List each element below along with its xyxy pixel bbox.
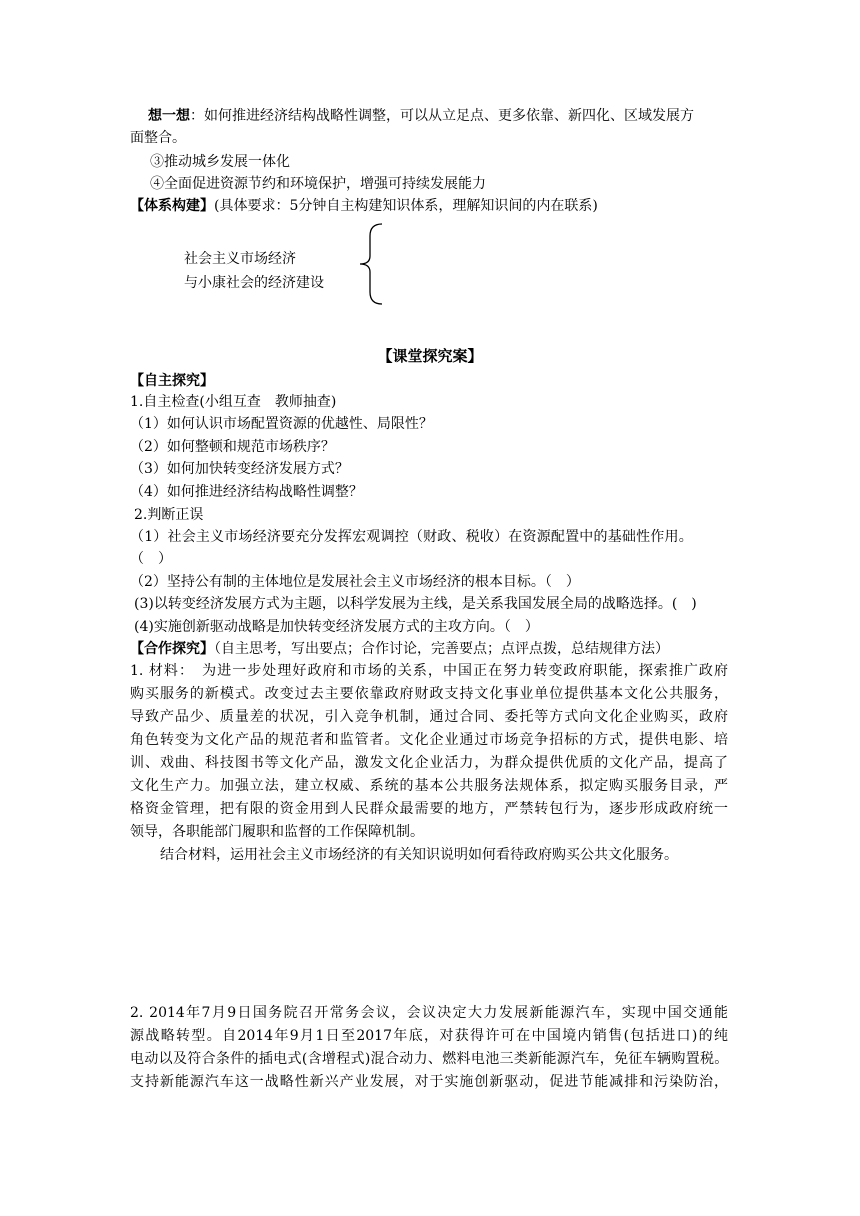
system-box-line-1: 社会主义市场经济 bbox=[184, 251, 296, 267]
coop-note: （自主思考，写出要点；合作讨论，完善要点；点评点拨，总结规律方法） bbox=[214, 641, 669, 657]
system-requirement: (具体要求：5分钟自主构建知识体系，理解知识间的内在联系) bbox=[214, 198, 598, 214]
item-4: ④全面促进资源节约和环境保护，增强可持续发展能力 bbox=[150, 176, 486, 192]
think-line-2: 面整合。 bbox=[130, 130, 186, 146]
material-1-line: 文化生产力。加强立法，建立权威、系统的基本公共服务法规体系，拟定购买服务目录，严 bbox=[130, 778, 728, 794]
think-text: ：如何推进经济结构战略性调整，可以从立足点、更多依靠、新四化、区域发展方 bbox=[190, 108, 694, 124]
system-label: 【体系构建】 bbox=[130, 198, 214, 214]
think-line-1 bbox=[148, 106, 694, 126]
judge-title: 2.判断正误 bbox=[134, 507, 204, 523]
material-2-line: 源战略转型。自2014年9月1日至2017年底，对获得许可在中国境内销售(包括进口)的纯 bbox=[130, 1028, 728, 1044]
material-1-line: 导致产品少、质量差的状况，引入竞争机制，通过合同、委托等方式向文化企业购买，政府 bbox=[130, 709, 728, 725]
class-title: 【课堂探究案】 bbox=[377, 347, 483, 365]
judge-1-blank: （ ） bbox=[130, 551, 172, 567]
system-box-line-2: 与小康社会的经济建设 bbox=[184, 275, 324, 291]
think-label: 想一想 bbox=[148, 108, 190, 124]
judge-4: (4)实施创新驱动战略是加快转变经济发展方式的主攻方向。（ ） bbox=[134, 619, 539, 635]
material-1-line: 角色转变为文化产品的规范者和监管者。文化企业通过市场竞争招标的方式，提供电影、培 bbox=[130, 732, 728, 748]
self-check-title: 1.自主检查(小组互查 教师抽查) bbox=[130, 394, 337, 410]
coop-heading: 【合作探究】 bbox=[130, 641, 214, 657]
material-1-line: 购买服务的新模式。改变过去主要依靠政府财政支持文化事业单位提供基本文化公共服务， bbox=[130, 686, 728, 702]
left-brace-icon bbox=[356, 222, 386, 306]
question-4: （4）如何推进经济结构战略性调整？ bbox=[130, 484, 363, 500]
coop-line bbox=[130, 639, 669, 659]
item-3: ③推动城乡发展一体化 bbox=[150, 154, 290, 170]
judge-3: (3)以转变经济发展方式为主题，以科学发展为主线，是关系我国发展全局的战略选择。( ) bbox=[134, 596, 697, 612]
question-2: （2）如何整顿和规范市场秩序？ bbox=[130, 439, 335, 455]
system-line bbox=[130, 196, 598, 216]
material-1-line: 1. 材料： 为进一步处理好政府和市场的关系，中国正在努力转变政府职能，探索推广政府 bbox=[130, 663, 728, 679]
question-3: （3）如何加快转变经济发展方式？ bbox=[130, 461, 349, 477]
material-2-line: 2. 2014年7月9日国务院召开常务会议，会议决定大力发展新能源汽车，实现中国交通能 bbox=[130, 1005, 728, 1021]
material-2-line: 支持新能源汽车这一战略性新兴产业发展，对于实施创新驱动，促进节能减排和污染防治， bbox=[130, 1074, 728, 1090]
material-1-line: 训、戏曲、科技图书等文化产品，激发文化企业活力，为群众提供优质的文化产品，提高了 bbox=[130, 755, 728, 771]
question-1-prompt: 结合材料，运用社会主义市场经济的有关知识说明如何看待政府购买公共文化服务。 bbox=[160, 847, 678, 863]
self-explore-heading: 【自主探究】 bbox=[130, 373, 214, 389]
material-2-line: 电动以及符合条件的插电式(含增程式)混合动力、燃料电池三类新能源汽车，免征车辆购置税。 bbox=[130, 1051, 728, 1067]
material-1-line: 格资金管理，把有限的资金用到人民群众最需要的地方，严禁转包行为，逐步形成政府统一 bbox=[130, 801, 728, 817]
material-1-line: 领导，各职能部门履职和监督的工作保障机制。 bbox=[130, 824, 424, 840]
judge-2: （2）坚持公有制的主体地位是发展社会主义市场经济的根本目标。（ ） bbox=[130, 574, 580, 590]
question-1: （1）如何认识市场配置资源的优越性、局限性？ bbox=[130, 416, 433, 432]
judge-1: （1）社会主义市场经济要充分发挥宏观调控（财政、税收）在资源配置中的基础性作用。 bbox=[130, 529, 693, 545]
